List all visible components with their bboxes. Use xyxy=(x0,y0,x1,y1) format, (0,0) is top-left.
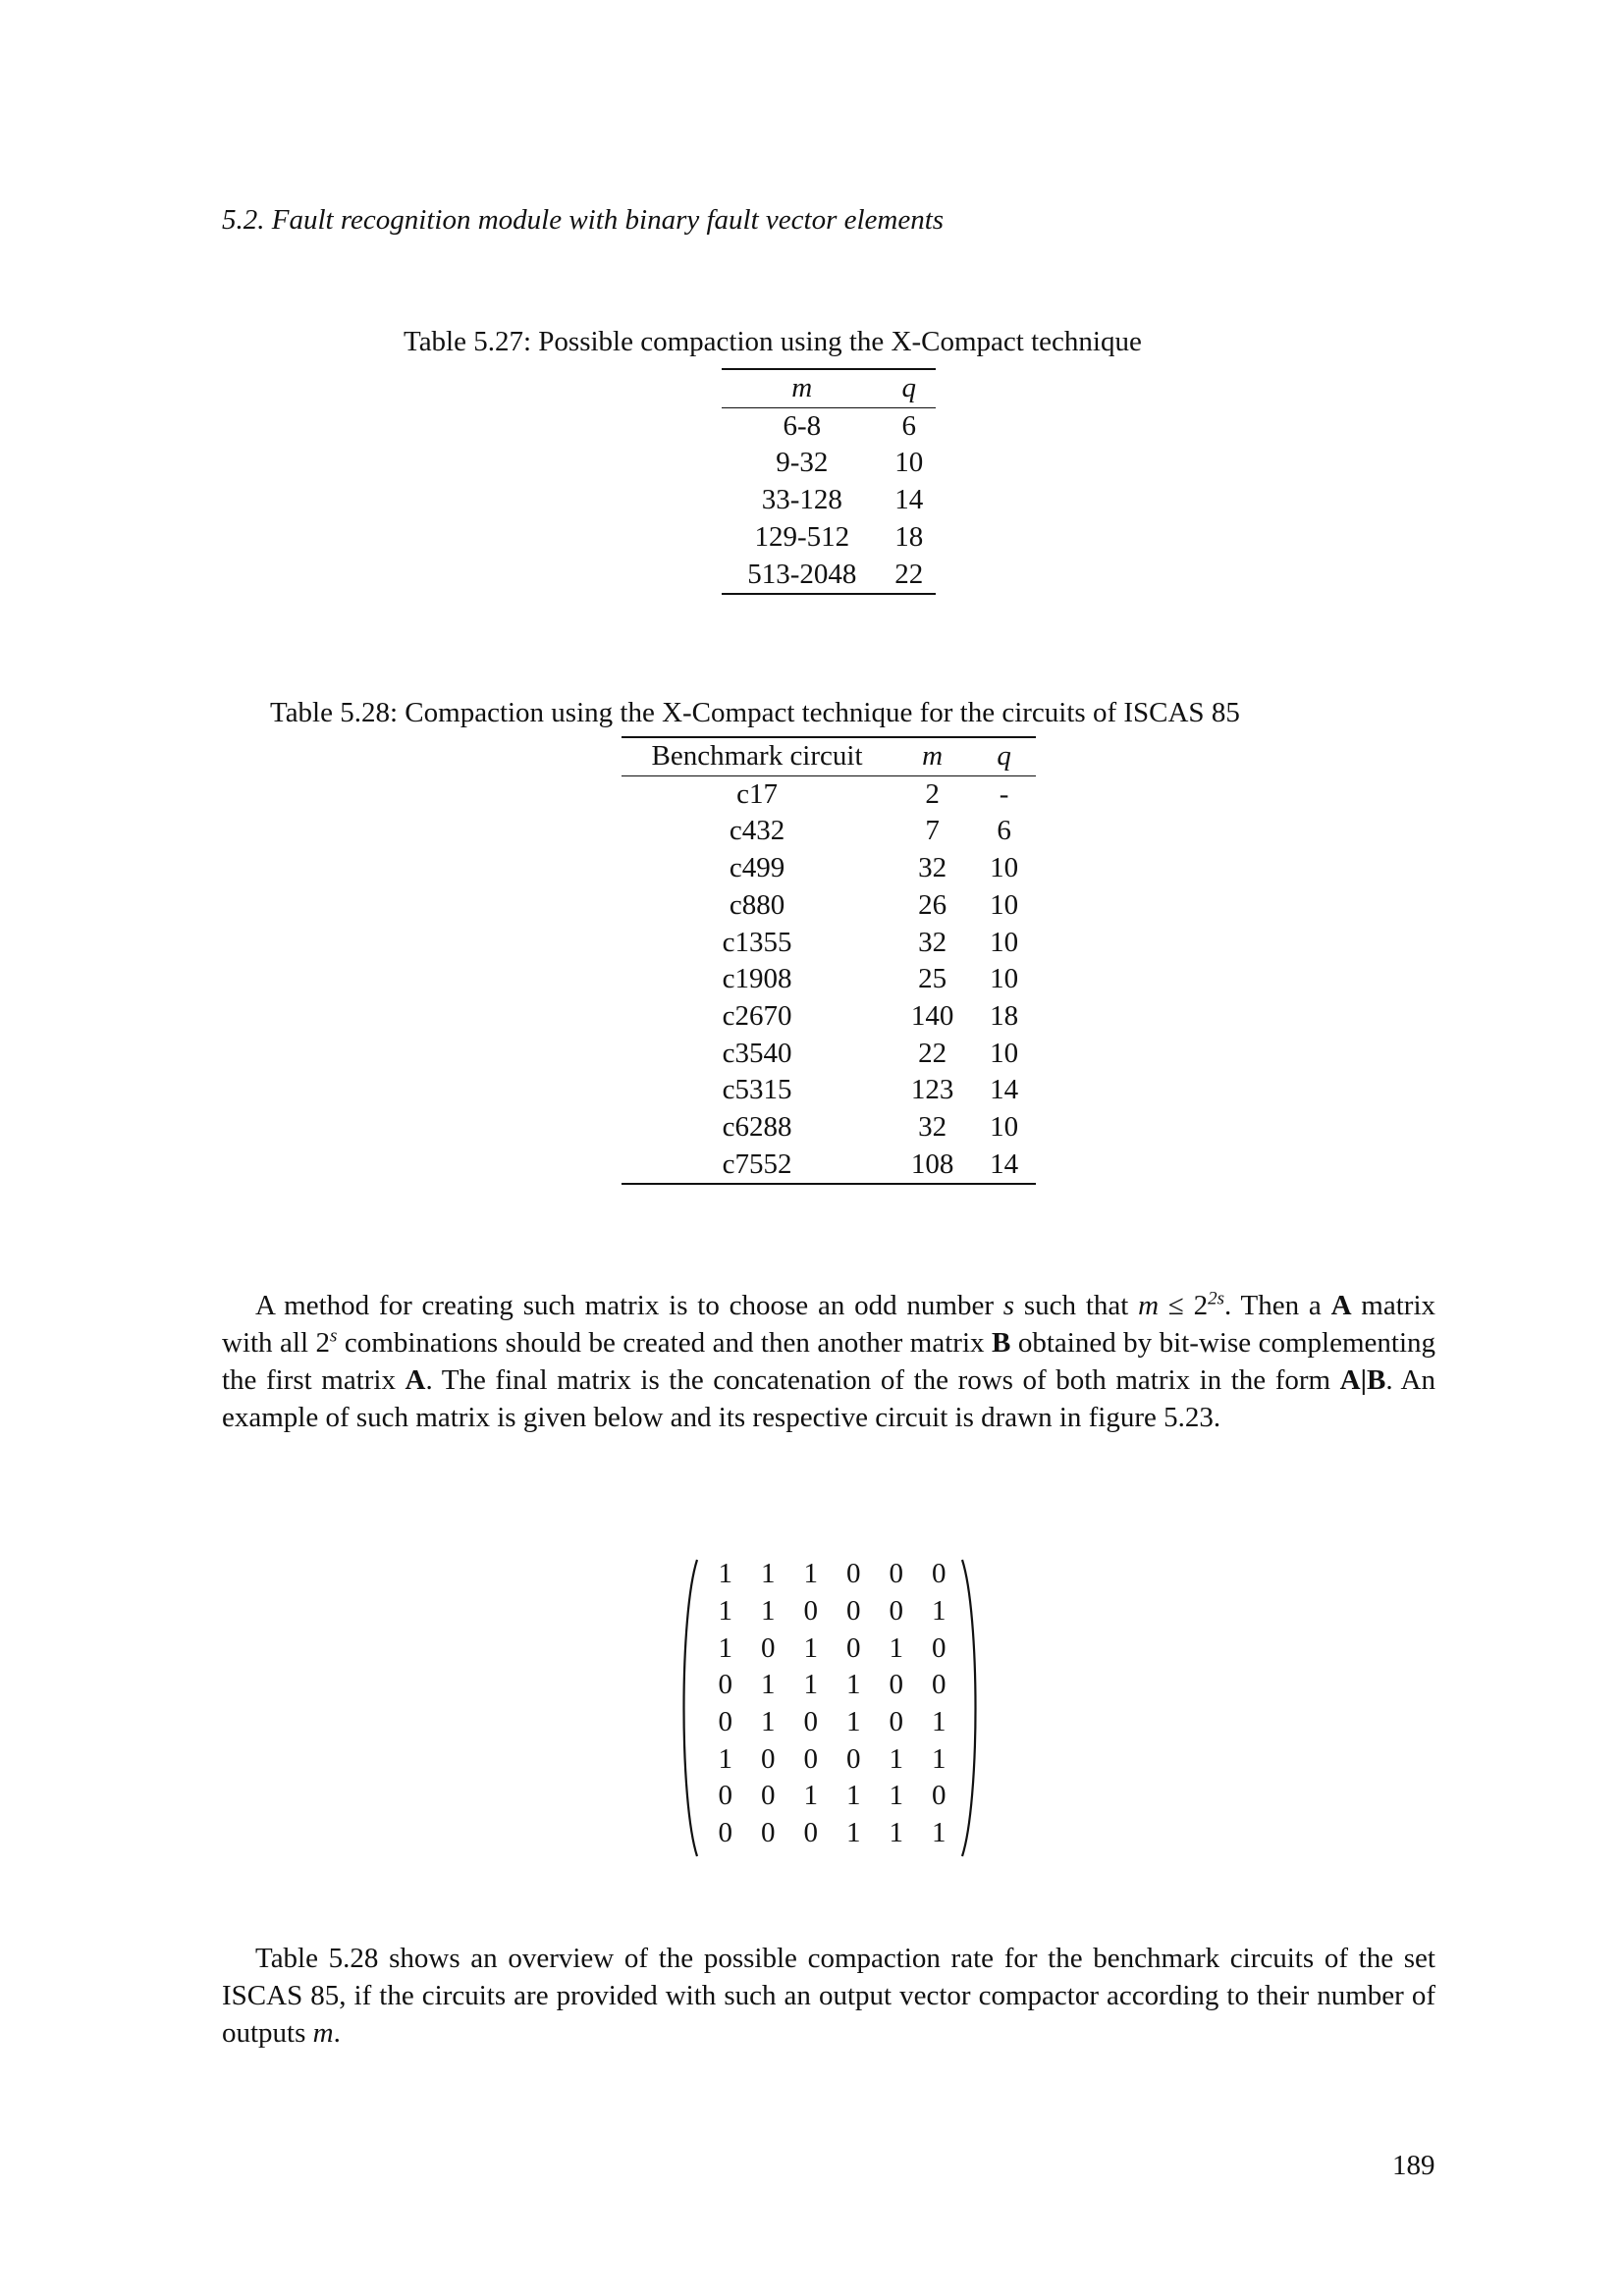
text-span: . xyxy=(333,2017,341,2049)
matrix-row xyxy=(704,1556,960,1593)
matrix-cell: 1 xyxy=(718,1595,732,1628)
table-cell: 10 xyxy=(990,926,1019,958)
matrix-a-symbol: A xyxy=(405,1364,426,1396)
matrix-cell: 0 xyxy=(803,1706,818,1738)
table-cell: 123 xyxy=(910,1074,954,1106)
matrix-cell: 1 xyxy=(803,1631,818,1664)
table-cell: c1908 xyxy=(722,963,792,995)
text-span: . An example of such matrix is given below and its respective circuit is drawn in figure 5.23. xyxy=(222,1364,1435,1433)
column-header-q: q xyxy=(997,740,1011,772)
matrix-grid xyxy=(704,1556,960,1852)
table-header-row xyxy=(722,369,936,407)
table-row xyxy=(722,482,936,519)
table-row xyxy=(622,850,1036,887)
table-cell: 32 xyxy=(918,1111,947,1144)
matrix-cell: 0 xyxy=(803,1742,818,1775)
matrix-cell: 0 xyxy=(761,1817,776,1849)
table-cell: c5315 xyxy=(722,1074,792,1106)
table-cell: c2670 xyxy=(722,999,792,1032)
exponent-2s: 2s xyxy=(1208,1288,1224,1309)
matrix-cell: 1 xyxy=(803,1669,818,1701)
table-cell: c1355 xyxy=(722,926,792,958)
matrix-ab-symbol: A|B xyxy=(1339,1364,1386,1396)
page-number: 189 xyxy=(1392,2150,1435,2181)
table-5-27-caption: Table 5.27: Possible compaction using the X-Compact technique xyxy=(404,326,1142,357)
table-cell: c432 xyxy=(729,815,785,847)
matrix-cell: 0 xyxy=(889,1669,903,1701)
matrix-cell: 0 xyxy=(846,1742,861,1775)
table-cell: 6 xyxy=(901,409,917,442)
table-cell: 9-32 xyxy=(776,447,829,479)
matrix-cell: 0 xyxy=(846,1631,861,1664)
table-row xyxy=(622,1036,1036,1073)
var-s: s xyxy=(1002,1290,1015,1321)
paragraph-matrix-method xyxy=(222,1287,1435,1436)
matrix-cell: 0 xyxy=(932,1780,947,1812)
matrix-cell: 1 xyxy=(932,1817,947,1849)
text-span: Table 5.28 shows an overview of the possible compaction rate for the benchmark circuits of the set ISCAS 85, if the circuits are provided with such an output vector compactor according to their number of outputs xyxy=(222,1943,1435,2049)
var-m: m xyxy=(1138,1290,1160,1321)
table-cell: 14 xyxy=(990,1074,1019,1106)
table-cell: 6-8 xyxy=(783,409,822,442)
table-cell: 25 xyxy=(918,963,947,995)
column-header-benchmark: Benchmark circuit xyxy=(651,740,863,772)
table-cell: 7 xyxy=(925,815,940,847)
column-header-q: q xyxy=(901,372,917,403)
matrix-cell: 1 xyxy=(761,1669,776,1701)
matrix-row xyxy=(704,1704,960,1741)
table-row xyxy=(722,557,936,595)
table-cell: c17 xyxy=(736,777,778,810)
matrix-cell: 1 xyxy=(718,1742,732,1775)
matrix-cell: 1 xyxy=(761,1558,776,1590)
table-row xyxy=(722,519,936,557)
table-row xyxy=(722,407,936,445)
exponent-s: s xyxy=(330,1325,338,1347)
matrix-cell: 0 xyxy=(889,1595,903,1628)
table-cell: 108 xyxy=(910,1148,954,1180)
matrix-cell: 0 xyxy=(761,1780,776,1812)
text-span: combinations should be created and then another matrix xyxy=(337,1327,992,1359)
table-row xyxy=(622,998,1036,1036)
matrix-cell: 1 xyxy=(889,1817,903,1849)
table-row xyxy=(622,775,1036,813)
matrix-row xyxy=(704,1593,960,1630)
matrix-cell: 0 xyxy=(846,1595,861,1628)
matrix-cell: 1 xyxy=(718,1631,732,1664)
table-cell: c6288 xyxy=(722,1111,792,1144)
matrix-cell: 1 xyxy=(889,1780,903,1812)
table-cell: 10 xyxy=(990,852,1019,884)
table-cell: 10 xyxy=(990,1037,1019,1069)
table-cell: c880 xyxy=(729,888,785,921)
table-cell: 14 xyxy=(990,1148,1019,1180)
matrix-cell: 0 xyxy=(932,1558,947,1590)
table-cell: 129-512 xyxy=(754,520,850,553)
matrix-cell: 1 xyxy=(803,1780,818,1812)
var-m: m xyxy=(312,2017,334,2049)
matrix-cell: 1 xyxy=(932,1595,947,1628)
column-header-m: m xyxy=(922,740,944,772)
matrix-cell: 1 xyxy=(761,1595,776,1628)
matrix-cell: 1 xyxy=(846,1817,861,1849)
table-header-row xyxy=(622,737,1036,775)
matrix-cell: 1 xyxy=(932,1706,947,1738)
matrix-cell: 0 xyxy=(846,1558,861,1590)
text-span: A method for creating such matrix is to choose an odd number xyxy=(255,1290,1003,1321)
table-cell: 513-2048 xyxy=(747,558,857,590)
matrix-cell: 0 xyxy=(718,1669,732,1701)
matrix-cell: 1 xyxy=(889,1631,903,1664)
matrix-cell: 1 xyxy=(846,1780,861,1812)
matrix-cell: 1 xyxy=(932,1742,947,1775)
table-cell: 18 xyxy=(894,520,924,553)
matrix-cell: 0 xyxy=(932,1669,947,1701)
table-cell: 33-128 xyxy=(761,484,842,516)
table-cell: 22 xyxy=(918,1037,947,1069)
table-row xyxy=(622,887,1036,925)
matrix-cell: 0 xyxy=(803,1817,818,1849)
paragraph-overview xyxy=(222,1940,1435,2052)
matrix-row xyxy=(704,1740,960,1778)
table-cell: 14 xyxy=(894,484,924,516)
matrix-cell: 0 xyxy=(761,1631,776,1664)
table-cell: - xyxy=(999,777,1009,810)
matrix-cell: 0 xyxy=(889,1706,903,1738)
matrix-cell: 1 xyxy=(803,1558,818,1590)
table-row xyxy=(622,813,1036,850)
table-cell: 32 xyxy=(918,926,947,958)
matrix-row xyxy=(704,1667,960,1704)
table-row xyxy=(622,925,1036,962)
table-cell: 10 xyxy=(990,963,1019,995)
matrix-row xyxy=(704,1629,960,1667)
matrix-cell: 1 xyxy=(718,1558,732,1590)
matrix-cell: 0 xyxy=(803,1595,818,1628)
text-span: obtained by bit-wise complementing the first matrix xyxy=(222,1327,1435,1396)
table-row xyxy=(622,1147,1036,1185)
table-cell: c499 xyxy=(729,852,785,884)
table-5-27 xyxy=(722,368,936,595)
text-span: such that xyxy=(1014,1290,1139,1321)
table-5-28-caption: Table 5.28: Compaction using the X-Compact technique for the circuits of ISCAS 85 xyxy=(270,697,1240,728)
matrix-cell: 0 xyxy=(718,1780,732,1812)
matrix-row xyxy=(704,1778,960,1815)
table-cell: 32 xyxy=(918,852,947,884)
matrix-cell: 0 xyxy=(889,1558,903,1590)
table-row xyxy=(622,961,1036,998)
text-span: . Then a xyxy=(1224,1290,1331,1321)
table-cell: c7552 xyxy=(722,1148,792,1180)
table-row xyxy=(622,1072,1036,1109)
table-cell: 10 xyxy=(990,1111,1019,1144)
running-header: 5.2. Fault recognition module with binary fault vector elements xyxy=(222,204,945,236)
matrix-cell: 0 xyxy=(718,1706,732,1738)
matrix-cell: 1 xyxy=(761,1706,776,1738)
column-header-m: m xyxy=(791,372,813,403)
text-span: matrix with all 2 xyxy=(222,1290,1436,1359)
matrix-row xyxy=(704,1815,960,1852)
matrix-cell: 0 xyxy=(718,1817,732,1849)
matrix-cell: 1 xyxy=(846,1706,861,1738)
table-cell: 26 xyxy=(918,888,947,921)
table-cell: 22 xyxy=(894,558,924,590)
table-cell: 10 xyxy=(894,447,924,479)
table-cell: 10 xyxy=(990,888,1019,921)
matrix-cell: 1 xyxy=(889,1742,903,1775)
table-cell: 2 xyxy=(925,777,940,810)
matrix-cell: 0 xyxy=(932,1631,947,1664)
matrix-cell: 0 xyxy=(761,1742,776,1775)
table-5-28 xyxy=(622,736,1036,1185)
table-cell: 140 xyxy=(910,999,954,1032)
table-cell: 18 xyxy=(990,999,1019,1032)
table-row xyxy=(722,445,936,482)
example-matrix xyxy=(677,1556,982,1860)
table-row xyxy=(622,1109,1036,1147)
text-span: . The final matrix is the concatenation of the rows of both matrix in the form xyxy=(425,1364,1340,1396)
matrix-cell: 1 xyxy=(846,1669,861,1701)
matrix-a-symbol: A xyxy=(1330,1290,1352,1321)
matrix-b-symbol: B xyxy=(992,1327,1011,1359)
table-cell: c3540 xyxy=(722,1037,792,1069)
table-cell: 6 xyxy=(997,815,1011,847)
text-span: ≤ 2 xyxy=(1159,1290,1209,1321)
